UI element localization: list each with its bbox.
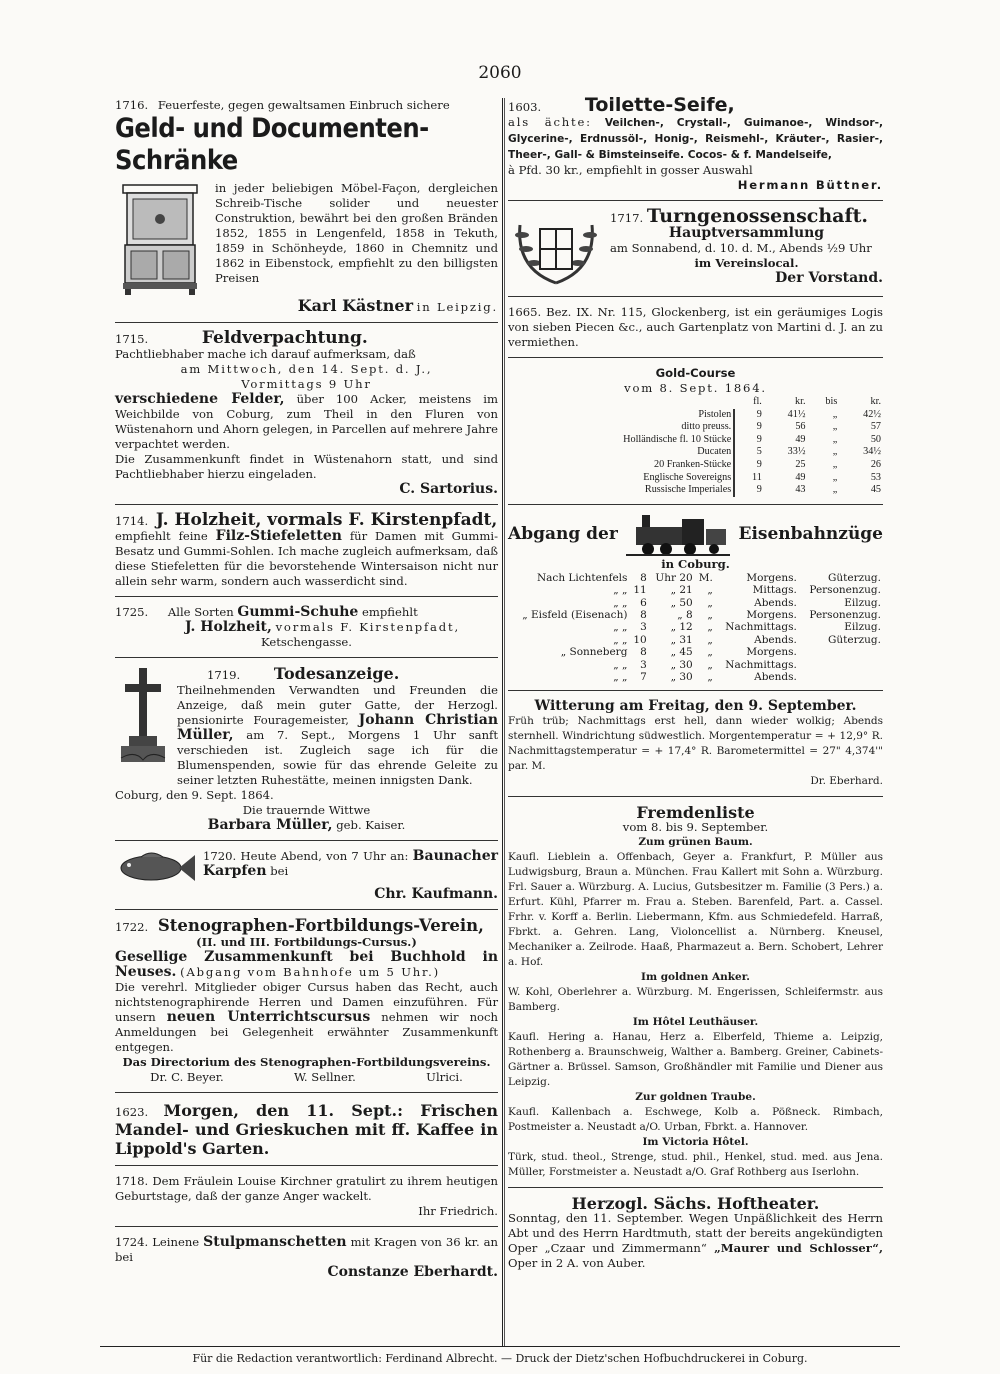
cell: 25 bbox=[795, 458, 806, 470]
ad-1724-cuffs bbox=[115, 1235, 498, 1280]
cell: „ bbox=[832, 458, 838, 470]
ad-text: empfiehlt feine bbox=[115, 529, 208, 543]
left-column bbox=[115, 98, 498, 1280]
train-type: Personenzug. bbox=[809, 584, 881, 597]
wreath-emblem bbox=[508, 209, 604, 289]
ad-signature: Karl Kästner bbox=[297, 296, 414, 315]
separator bbox=[115, 909, 498, 910]
cell: 9 bbox=[734, 484, 764, 497]
coin-name: ditto preuss. bbox=[681, 421, 732, 433]
ad-line: Pachtliebhaber mache ich darauf aufmerksam, daß bbox=[115, 347, 416, 361]
train-type: Personenzug. bbox=[809, 608, 881, 621]
ad-body: in jeder beliebigen Möbel-Façon, dergleichen Schreib-Tische solider und neuester Construktion, bewährt bei den großen Bränden 1852, 1855 in Lengenfeld, 1858 in Tekuth, 1859 in Schönheyde, 1860 in Chemnitz und 1862 in Eibenstock, empfiehlt zu den billigsten Preisen bbox=[215, 181, 498, 285]
cell: 57 bbox=[870, 421, 881, 433]
cell: 9 bbox=[734, 459, 764, 472]
destination: Nach Lichtenfels bbox=[536, 571, 628, 584]
time-of-day: Nachmittags. bbox=[725, 621, 797, 634]
ad-text: vormals F. Kirstenpfadt, bbox=[275, 620, 460, 634]
destination: „ „ bbox=[613, 621, 628, 634]
table-row bbox=[508, 634, 883, 646]
theater-title: Herzogl. Sächs. Hoftheater. bbox=[571, 1194, 820, 1214]
separator bbox=[115, 657, 498, 658]
unit: „ bbox=[707, 658, 713, 671]
ad-1720-carp bbox=[115, 849, 498, 902]
ad-1716-safes bbox=[115, 98, 498, 315]
train-type: Güterzug. bbox=[828, 633, 881, 646]
ad-text: empfiehlt bbox=[362, 605, 418, 619]
cell: „ bbox=[832, 471, 838, 483]
ad-number: 1718. bbox=[115, 1174, 149, 1188]
soap-list: Veilchen-, Crystall-, Guimanoe-, Windsor-, Glycerine-, Erdnussöl-, Honig-, Reismehl-, Kräuter-, Rasier-, Theer-, Gall- & Bimsteinseife. Cocos- & f. Mandelseife, bbox=[508, 117, 883, 161]
cell: 56 bbox=[795, 421, 806, 433]
guest-list-date: vom 8. bis 9. September. bbox=[622, 820, 769, 835]
minute: „ 45 bbox=[670, 646, 693, 659]
ad-bold: neuen Unterrichtscursus bbox=[166, 1009, 371, 1025]
destination: „ „ bbox=[613, 584, 628, 597]
destination: „ „ bbox=[613, 596, 628, 609]
hotel-name: Zur goldnen Traube. bbox=[635, 1091, 756, 1104]
separator bbox=[508, 504, 883, 505]
ad-text: im Vereinslocal. bbox=[694, 256, 799, 270]
ad-1717-gymnastics bbox=[508, 205, 883, 289]
table-row bbox=[508, 434, 883, 447]
table-row bbox=[508, 409, 883, 422]
locomotive-icon bbox=[626, 513, 730, 557]
hotel-name: Im Victoria Hôtel. bbox=[642, 1136, 749, 1149]
ad-body: für Damen mit Gummi-Besatz und Gummi-Sohlen. Ich mache zugleich aufmerksam, daß diese Stiefeletten für die bevorstehende Wintersaison nicht nur allein sehr warm, sondern auch wasserdicht sind. bbox=[115, 529, 498, 588]
cross-illustration bbox=[115, 666, 171, 766]
minute: Uhr 20 bbox=[655, 571, 693, 584]
table-row bbox=[508, 621, 883, 633]
cell: „ bbox=[832, 446, 838, 458]
ad-bold: verschiedene Felder, bbox=[115, 391, 285, 407]
ad-name: Ulrici. bbox=[426, 1070, 463, 1084]
cell: 9 bbox=[734, 421, 764, 434]
table-row bbox=[508, 446, 883, 459]
ad-1603-soap bbox=[508, 94, 883, 193]
separator bbox=[115, 1092, 498, 1093]
time-of-day: Morgens. bbox=[746, 608, 797, 621]
table-row bbox=[508, 646, 883, 658]
ad-place: Ketschengasse. bbox=[261, 635, 352, 649]
ad-line: am Mittwoch, den 14. Sept. d. J., bbox=[180, 362, 433, 376]
ad-title: Feldverpachtung. bbox=[201, 328, 368, 348]
ad-body: Die verehrl. Mitglieder obiger Cursus haben das Recht, auch nichtstenographirende Herren und Damen einzuführen. Für unsern bbox=[115, 980, 498, 1024]
ad-bold: Morgen, den 11. Sept.: Frischen Mandel- und Grieskuchen mit ff. Kaffee in Lippold's Garten. bbox=[115, 1101, 498, 1158]
hotel-name: Im Hôtel Leuthäuser. bbox=[632, 1016, 759, 1029]
hour: 10 bbox=[633, 633, 647, 646]
ad-1718-birthday bbox=[115, 1174, 498, 1219]
ad-number: 1714. bbox=[115, 514, 149, 528]
destination: „ „ bbox=[613, 658, 628, 671]
time-of-day: Abends. bbox=[754, 596, 797, 609]
ad-number: 1716. bbox=[115, 98, 149, 112]
weather-title: Witterung am Freitag, den 9. September. bbox=[534, 698, 857, 715]
train-subtitle: in Coburg. bbox=[661, 556, 730, 571]
cell: 33½ bbox=[787, 446, 806, 458]
hour: 3 bbox=[640, 621, 647, 634]
ad-1722-stenographers bbox=[115, 918, 498, 1085]
theater-notice bbox=[508, 1196, 883, 1271]
ad-signature: Ihr Friedrich. bbox=[418, 1204, 498, 1218]
cell: 41½ bbox=[787, 408, 806, 420]
ad-body: Theilnehmenden Verwandten und Freunden die Anzeige, daß mein guter Gatte, der Herzogl. pensionirte Fouragemeister, bbox=[177, 683, 498, 727]
ad-title: Stenographen-Fortbildungs-Verein, bbox=[157, 916, 484, 935]
table-row bbox=[508, 421, 883, 434]
time-of-day: Abends. bbox=[754, 633, 797, 646]
cell: „ bbox=[832, 408, 838, 420]
column-divider bbox=[502, 98, 503, 1346]
ad-title: Turngenossenschaft. bbox=[646, 205, 869, 227]
hour: 6 bbox=[640, 596, 647, 609]
separator bbox=[508, 296, 883, 297]
ad-bold: Gummi-Schuhe bbox=[237, 604, 359, 620]
train-type bbox=[799, 659, 883, 671]
ad-number: 1717. bbox=[610, 211, 644, 225]
separator bbox=[115, 596, 498, 597]
hotel-guests: Kaufl. Lieblein a. Offenbach, Geyer a. Frankfurt, P. Müller aus Ludwigsburg, Braun a. München. Frau Kallert mit Sohn a. Würzburg. Frl. Sauer a. Würzburg. A. Lucius, Gutsbesitzer m. Familie (3 Pers.) a. Erfurt. Kühl, Pfarrer m. Frau a. Steben. Barenfeld, Part. a. Cassel. Frhr. v. Korff a. Berlin. Liebermann, Kfm. aus Schmiedefeld. Harraß, Fbrkt. a. Gehren. Lang, Violoncellist a. Nürnberg. Kneusel, Mechaniker a. Zeilrode. Haaß, Pharmazeut a. Bern. Schobert, Lehrer a. Hof. bbox=[508, 851, 883, 969]
train-type bbox=[799, 646, 883, 658]
guest-list-title: Fremdenliste bbox=[636, 803, 755, 823]
destination: „ „ bbox=[613, 671, 628, 683]
cell: 50 bbox=[870, 433, 881, 445]
ad-signature: Hermann Büttner. bbox=[737, 178, 883, 192]
unit: M. bbox=[698, 571, 713, 584]
separator bbox=[115, 840, 498, 841]
hour: 8 bbox=[640, 646, 647, 659]
ad-number: 1715. bbox=[115, 332, 149, 346]
unit: „ bbox=[707, 596, 713, 609]
ad-text: Heute Abend, von 7 Uhr an: bbox=[240, 849, 409, 863]
separator bbox=[508, 357, 883, 358]
ad-signature: C. Sartorius. bbox=[399, 481, 498, 497]
theater-opera: „Maurer und Schlosser“, bbox=[714, 1241, 884, 1256]
unit: „ bbox=[707, 633, 713, 646]
separator bbox=[115, 1165, 498, 1166]
separator bbox=[115, 1226, 498, 1227]
ad-bold: Baunacher Karpfen bbox=[203, 848, 498, 879]
ad-name: W. Sellner. bbox=[294, 1070, 356, 1084]
table-row bbox=[508, 472, 883, 485]
ad-name: J. Holzheit, bbox=[185, 619, 272, 635]
ad-number: 1725. bbox=[115, 605, 149, 619]
ad-text: mit Kragen von 36 kr. an bei bbox=[115, 1235, 499, 1264]
separator bbox=[115, 504, 498, 505]
unit: „ bbox=[707, 608, 713, 621]
ad-signature: Der Vorstand. bbox=[775, 270, 883, 286]
ad-1725-rubber-shoes bbox=[115, 605, 498, 650]
ad-text: Bez. IX. Nr. 115, Glockenberg, ist ein geräumiges Logis von sieben Piecen &c., auch Gartenplatz von Martini d. J. an zu vermiethen. bbox=[508, 305, 883, 349]
ad-body: am 7. Sept., Morgens 1 Uhr sanft verschieden ist. Zugleich sage ich für die Blumenspenden, sowie für das ehrende Geleite zu seiner letzten Ruhestätte, meinen innigsten Dank. bbox=[177, 728, 498, 787]
ad-number: 1719. bbox=[207, 668, 241, 682]
ad-subtitle: (II. und III. Fortbildungs-Cursus.) bbox=[196, 935, 417, 949]
ad-body: über 100 Acker, meistens im Weichbilde von Coburg, zum Theil in den Fluren von Wüstenahorn und Ahorn gelegen, in Parcellen auf mehrere Jahre verpachtet werden. bbox=[115, 392, 498, 451]
hour: 3 bbox=[640, 658, 647, 671]
ad-text: Alle Sorten bbox=[167, 605, 234, 619]
unit: „ bbox=[707, 584, 713, 597]
hotel-guests: W. Kohl, Oberlehrer a. Würzburg. M. Engerissen, Schleifermstr. aus Bamberg. bbox=[508, 986, 883, 1014]
ad-number: 1724. bbox=[115, 1235, 149, 1249]
coin-name: Pistolen bbox=[698, 408, 732, 420]
ad-text: Leinene bbox=[152, 1235, 200, 1249]
minute: „ 21 bbox=[670, 584, 693, 597]
cell: 9 bbox=[734, 409, 764, 422]
coin-name: Holländische fl. 10 Stücke bbox=[623, 433, 732, 445]
train-type: Eilzug. bbox=[844, 596, 881, 609]
minute: „ 30 bbox=[670, 671, 693, 683]
train-departures bbox=[508, 513, 883, 684]
safe-illustration bbox=[115, 181, 207, 295]
time-of-day: Mittags. bbox=[752, 584, 797, 597]
ad-text: Die trauernde Wittwe bbox=[242, 803, 371, 817]
cell: 53 bbox=[870, 471, 881, 483]
ad-name: Dr. C. Beyer. bbox=[150, 1070, 224, 1084]
theater-text: Oper in 2 A. von Auber. bbox=[508, 1256, 646, 1271]
table-row bbox=[508, 584, 883, 596]
ad-number: 1623. bbox=[115, 1105, 149, 1119]
coin-name: Englische Sovereigns bbox=[643, 471, 732, 483]
cell: „ bbox=[832, 484, 838, 496]
cell: 45 bbox=[870, 484, 881, 496]
table-row bbox=[508, 572, 883, 584]
ad-line: Vormittags 9 Uhr bbox=[241, 377, 372, 391]
separator bbox=[508, 796, 883, 797]
train-table bbox=[508, 572, 883, 684]
train-type bbox=[799, 671, 883, 683]
time-of-day: Morgens. bbox=[746, 571, 797, 584]
coin-name: 20 Franken-Stücke bbox=[653, 458, 732, 470]
weather-text: Früh trüb; Nachmittags erst hell, dann wieder wolkig; Abends sternhell. Windrichtung südwestlich. Morgentemperatur = + 12,9° R. Nachmittagstemperatur = + 17,4° R. Barometermittel = 27" 4,374'" par. M. bbox=[508, 715, 883, 773]
destination: „ Sonneberg bbox=[560, 646, 628, 659]
train-title: Eisenbahnzüge bbox=[738, 524, 883, 545]
column-divider-inner bbox=[504, 98, 505, 1346]
ad-date: Coburg, den 9. Sept. 1864. bbox=[115, 788, 274, 802]
cell: 43 bbox=[795, 484, 806, 496]
minute: „ 30 bbox=[670, 658, 693, 671]
separator bbox=[508, 690, 883, 691]
ad-1719-obituary bbox=[115, 666, 498, 833]
separator bbox=[508, 1187, 883, 1188]
cell: 49 bbox=[795, 433, 806, 445]
ad-number: 1665. bbox=[508, 305, 542, 319]
cell: 11 bbox=[734, 472, 764, 485]
theater-text: Sonntag, den 11. September. Wegen Unpäßlichkeit des Herrn Abt und des Herrn Hardtmuth, statt der bereits angekündigten Oper „Czaar und Zimmermann“ bbox=[508, 1211, 883, 1256]
weather-report bbox=[508, 699, 883, 789]
hour: 7 bbox=[640, 671, 647, 683]
ad-headline: Geld- und Documenten-Schränke bbox=[115, 113, 429, 176]
table-title: Gold-Course bbox=[655, 366, 736, 380]
coin-name: Ducaten bbox=[697, 446, 732, 458]
ad-subtitle: Hauptversammlung bbox=[668, 225, 825, 241]
footer-rule bbox=[100, 1346, 900, 1347]
table-date: vom 8. Sept. 1864. bbox=[624, 381, 767, 395]
deceased-name: Johann Christian Müller, bbox=[177, 712, 498, 743]
ad-text: am Sonnabend, d. 10. d. M., Abends ½9 Uhr bbox=[610, 241, 872, 255]
ad-signature: Chr. Kaufmann. bbox=[374, 886, 498, 902]
page-number: 2060 bbox=[478, 63, 522, 83]
hour: 8 bbox=[640, 608, 647, 621]
minute: „ 31 bbox=[670, 633, 693, 646]
table-row bbox=[508, 659, 883, 671]
ad-bold: Stulpmanschetten bbox=[203, 1234, 347, 1250]
column-header: bis bbox=[825, 396, 838, 407]
ad-number: 1603. bbox=[508, 100, 542, 114]
coin-name: Russische Imperiales bbox=[644, 484, 732, 496]
train-type: Güterzug. bbox=[828, 571, 881, 584]
ad-title: Toilette-Seife, bbox=[584, 94, 735, 116]
guest-list bbox=[508, 805, 883, 1180]
destination: „ „ bbox=[613, 633, 628, 646]
table-row bbox=[508, 484, 883, 497]
separator bbox=[115, 322, 498, 323]
ad-signature: Das Directorium des Stenographen-Fortbildungsvereins. bbox=[122, 1055, 491, 1069]
hotel-guests: Türk, stud. theol., Strenge, stud. phil., Henkel, stud. med. aus Jena. Müller, Forstmeister a. Neustadt a/O. Graf Rothberg aus Iserlohn. bbox=[508, 1151, 883, 1179]
column-header: kr. bbox=[870, 396, 881, 407]
destination: „ Eisfeld (Eisenach) bbox=[522, 608, 628, 621]
time-of-day: Nachmittags. bbox=[725, 658, 797, 671]
hour: 8 bbox=[640, 571, 647, 584]
separator bbox=[508, 200, 883, 201]
hotel-guests: Kaufl. Hering a. Hanau, Herz a. Elberfeld, Thieme a. Leipzig, Rothenberg a. Braunschweig, Walther a. Bamberg. Greiner, Cabinets-Gärtner a. Brüssel. Samson, Großhändler mit Familie und Diener aus Leipzig. bbox=[508, 1031, 883, 1089]
cell: 26 bbox=[870, 458, 881, 470]
fish-illustration bbox=[115, 849, 197, 887]
ad-1665-lodging bbox=[508, 305, 883, 350]
cell: „ bbox=[832, 421, 838, 433]
ad-text: (Abgang vom Bahnhofe um 5 Uhr.) bbox=[180, 965, 440, 979]
gold-rates bbox=[508, 396, 883, 497]
time-of-day: Morgens. bbox=[746, 646, 797, 659]
minute: „ 50 bbox=[670, 596, 693, 609]
table-row bbox=[508, 597, 883, 609]
ad-1715-field-lease bbox=[115, 328, 498, 497]
ad-text: als ächte: bbox=[508, 115, 592, 129]
gold-course-table bbox=[508, 366, 883, 497]
cell: 42½ bbox=[863, 408, 881, 420]
ad-body: nehmen wir noch Anmeldungen bei Gelegenheit erwähnter Zusammenkunft entgegen. bbox=[115, 1010, 498, 1054]
ad-price: à Pfd. 30 kr., empfiehlt in gosser Auswahl bbox=[508, 163, 753, 177]
hotel-name: Zum grünen Baum. bbox=[638, 836, 753, 849]
ad-signature-place: in Leipzig. bbox=[416, 300, 498, 314]
ad-title: Todesanzeige. bbox=[273, 664, 400, 683]
minute: „ 12 bbox=[670, 621, 693, 634]
hour: 11 bbox=[633, 584, 647, 597]
table-row bbox=[508, 609, 883, 621]
train-type: Eilzug. bbox=[844, 621, 881, 634]
ad-text: bei bbox=[270, 864, 289, 878]
ad-bold: Filz-Stiefeletten bbox=[215, 528, 342, 544]
cell: 34½ bbox=[863, 446, 881, 458]
ad-text: Dem Fräulein Louise Kirchner gratulirt zu ihrem heutigen Geburtstage, daß der ganze Anger wackelt. bbox=[115, 1174, 498, 1203]
column-header: fl. bbox=[753, 396, 762, 407]
ad-text: geb. Kaiser. bbox=[336, 818, 406, 832]
table-row bbox=[508, 459, 883, 472]
ad-signature: Barbara Müller, bbox=[207, 817, 333, 833]
minute: „ 8 bbox=[677, 608, 693, 621]
cell: 5 bbox=[734, 446, 764, 459]
ad-1623-cakes bbox=[115, 1101, 498, 1158]
ad-number: 1720. bbox=[203, 849, 237, 863]
unit: „ bbox=[707, 671, 713, 683]
right-column bbox=[508, 94, 884, 1271]
column-header: kr. bbox=[795, 396, 806, 407]
time-of-day: Abends. bbox=[754, 671, 797, 683]
table-header bbox=[508, 396, 883, 409]
ad-1714-boots bbox=[115, 510, 498, 589]
train-title: Abgang der bbox=[508, 524, 618, 545]
ad-intro: Feuerfeste, gegen gewaltsamen Einbruch sichere bbox=[157, 98, 450, 112]
ad-title: J. Holzheit, vormals F. Kirstenpfadt, bbox=[155, 510, 498, 530]
ad-body: Die Zusammenkunft findet in Wüstenahorn statt, und sind Pachtliebhaber hierzu eingeladen. bbox=[115, 452, 498, 481]
unit: „ bbox=[707, 646, 713, 659]
cell: „ bbox=[832, 433, 838, 445]
ad-signature: Constanze Eberhardt. bbox=[327, 1264, 498, 1280]
cell: 9 bbox=[734, 434, 764, 447]
unit: „ bbox=[707, 621, 713, 634]
weather-signature: Dr. Eberhard. bbox=[810, 775, 883, 788]
footer-imprint: Für die Redaction verantwortlich: Ferdinand Albrecht. — Druck der Dietz'schen Hofbuchdruckerei in Coburg. bbox=[192, 1352, 808, 1365]
ad-bold: Gesellige Zusammenkunft bei Buchhold in Neuses. bbox=[115, 949, 498, 980]
hotel-name: Im goldnen Anker. bbox=[641, 971, 750, 984]
table-row bbox=[508, 671, 883, 683]
cell: 49 bbox=[795, 471, 806, 483]
ad-number: 1722. bbox=[115, 920, 149, 934]
hotel-guests: Kaufl. Kallenbach a. Eschwege, Kolb a. Pößneck. Rimbach, Postmeister a. Neustadt a/O. Urban, Fbrkt. a. Hannover. bbox=[508, 1106, 883, 1134]
